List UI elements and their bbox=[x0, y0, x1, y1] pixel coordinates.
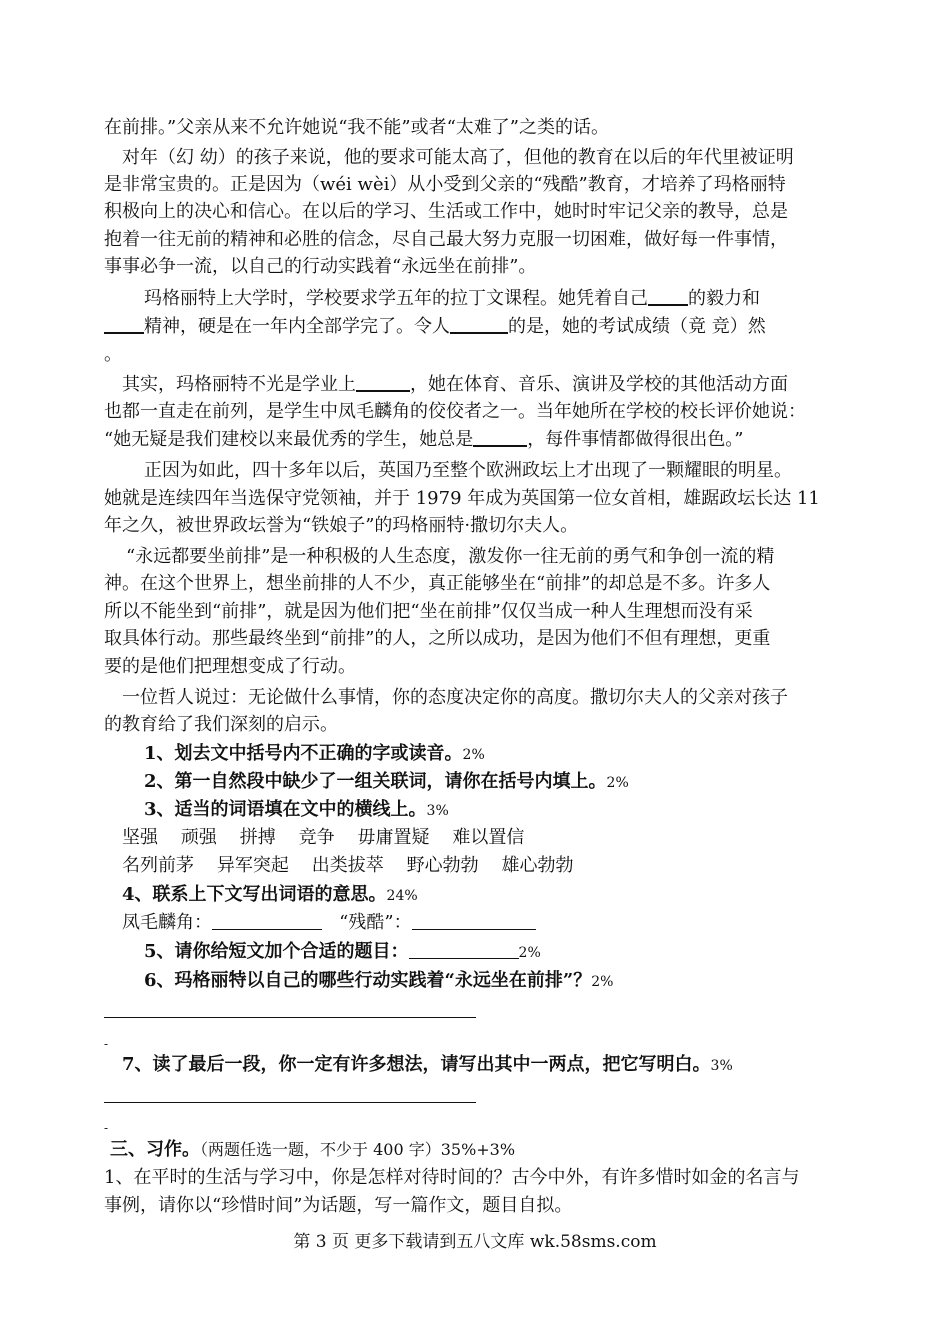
paragraph-6-line-5: 要的是他们把理想变成了行动。 bbox=[104, 656, 356, 677]
fill-blank-2[interactable] bbox=[104, 314, 144, 334]
question-1-text: 1、划去文中括号内不正确的字或读音。 bbox=[144, 743, 463, 764]
paragraph-4-line-3 bbox=[104, 427, 743, 453]
question-1 bbox=[144, 741, 485, 768]
question-7-text: 7、读了最后一段，你一定有许多想法，请写出其中一两点，把它写明白。 bbox=[122, 1054, 711, 1075]
section-3-item-1-line-2: 事例，请你以“珍惜时间”为话题，写一篇作文，题目自拟。 bbox=[104, 1195, 573, 1216]
fill-blank-3[interactable] bbox=[450, 314, 508, 334]
paragraph-3-line-1 bbox=[144, 286, 760, 312]
paragraph-2-line-2: 是非常宝贵的。正是因为（wéi wèi）从小受到父亲的“残酷”教育，才培养了玛格丽特 bbox=[104, 174, 786, 195]
paragraph-4-line-1-text-b: ，她在体育、音乐、演讲及学校的其他活动方面 bbox=[410, 374, 788, 395]
question-6-points: 2% bbox=[591, 974, 614, 990]
paragraph-3-line-1-text-a: 玛格丽特上大学时，学校要求学五年的拉丁文课程。她凭着自己 bbox=[144, 288, 648, 309]
question-2-text: 2、第一自然段中缺少了一组关联词，请你在括号内填上。 bbox=[144, 771, 607, 792]
paragraph-4-line-2: 也都一直走在前列，是学生中凤毛麟角的佼佼者之一。当年她所在学校的校长评价她说： bbox=[104, 401, 806, 422]
section-3-title: 三、习作。 bbox=[110, 1139, 200, 1160]
question-1-points: 2% bbox=[462, 747, 485, 763]
word-bank-row-1: 坚强 顽强 拼搏 竞争 毋庸置疑 难以置信 bbox=[122, 827, 525, 848]
paragraph-3-line-2-text-b: 的是，她的考试成绩（竟 竞）然 bbox=[508, 316, 766, 337]
paragraph-4-line-1 bbox=[122, 372, 788, 398]
question-2-points: 2% bbox=[606, 775, 629, 791]
section-3-item-1-line-1: 1、在平时的生活与学习中，你是怎样对待时间的？古今中外，有许多惜时如金的名言与 bbox=[104, 1167, 800, 1188]
answer-line-q7[interactable] bbox=[104, 1102, 476, 1103]
question-3-text: 3、适当的词语填在文中的横线上。 bbox=[144, 799, 427, 820]
question-4-points: 24% bbox=[386, 888, 418, 904]
answer-blank-term-1[interactable] bbox=[212, 915, 322, 930]
paragraph-5-line-2: 她就是连续四年当选保守党领袖，并于 1979 年成为英国第一位女首相，雄踞政坛长达 11 bbox=[104, 488, 820, 509]
question-4-term-1: 凤毛麟角： bbox=[122, 912, 212, 933]
question-5-points: 2% bbox=[518, 945, 541, 961]
paragraph-3-line-1-text-b: 的毅力和 bbox=[688, 288, 760, 309]
page-footer: 第 3 页 更多下载请到五八文库 wk.58sms.com bbox=[293, 1232, 657, 1252]
paragraph-5-line-1: 正因为如此，四十多年以后，英国乃至整个欧洲政坛上才出现了一颗耀眼的明星。 bbox=[144, 460, 792, 481]
paragraph-4-line-1-text-a: 其实，玛格丽特不光是学业上 bbox=[122, 374, 356, 395]
word-bank-row-2: 名列前茅 异军突起 出类拔萃 野心勃勃 雄心勃勃 bbox=[122, 855, 574, 876]
paragraph-2-line-5: 事事必争一流，以自己的行动实践着“永远坐在前排”。 bbox=[104, 256, 537, 277]
question-4 bbox=[122, 882, 418, 909]
question-5-text: 5、请你给短文加个合适的题目： bbox=[144, 941, 409, 962]
paragraph-2-line-4: 抱着一往无前的精神和必胜的信念，尽自己最大努力克服一切困难，做好每一件事情， bbox=[104, 229, 788, 250]
question-3-points: 3% bbox=[426, 803, 449, 819]
paragraph-3-line-2 bbox=[104, 314, 766, 340]
paragraph-7-line-2: 的教育给了我们深刻的启示。 bbox=[104, 714, 338, 735]
fill-blank-1[interactable] bbox=[648, 286, 688, 306]
answer-blank-title[interactable] bbox=[409, 944, 519, 959]
paragraph-4-line-3-text-a: “她无疑是我们建校以来最优秀的学生，她总是 bbox=[104, 429, 474, 450]
paragraph-7-line-1: 一位哲人说过：无论做什么事情，你的态度决定你的高度。撒切尔夫人的父亲对孩子 bbox=[122, 687, 788, 708]
paragraph-4-line-3-text-b: ，每件事情都做得很出色。” bbox=[527, 429, 744, 450]
paragraph-3-line-2-text-a: 精神，硬是在一年内全部学完了。令人 bbox=[144, 316, 450, 337]
question-4-term-2: “残酷”： bbox=[339, 912, 412, 933]
answer-blank-term-2[interactable] bbox=[412, 915, 536, 930]
paragraph-5-line-3: 年之久，被世界政坛誉为“铁娘子”的玛格丽特·撒切尔夫人。 bbox=[104, 515, 579, 536]
question-2 bbox=[144, 769, 629, 796]
paragraph-6-line-1: “永远都要坐前排”是一种积极的人生态度，激发你一往无前的勇气和争创一流的精 bbox=[126, 546, 775, 567]
paragraph-1-line-1: 在前排。”父亲从来不允许她说“我不能”或者“太难了”之类的话。 bbox=[104, 117, 610, 138]
question-6 bbox=[144, 968, 613, 995]
paragraph-2-line-1: 对年（幻 幼）的孩子来说，他的要求可能太高了，但他的教育在以后的年代里被证明 bbox=[122, 147, 794, 168]
fill-blank-4[interactable] bbox=[356, 372, 410, 392]
section-3-note: （两题任选一题，不少于 400 字）35%+3% bbox=[200, 1140, 516, 1159]
question-7-points: 3% bbox=[710, 1058, 733, 1074]
answer-line-q6[interactable] bbox=[104, 1017, 476, 1018]
paragraph-3-line-3: 。 bbox=[104, 344, 122, 365]
paragraph-6-line-3: 所以不能坐到“前排”，就是因为他们把“坐在前排”仅仅当成一种人生理想而没有采 bbox=[104, 601, 753, 622]
question-4-text: 4、联系上下文写出词语的意思。 bbox=[122, 884, 387, 905]
dash-mark-1: - bbox=[104, 1037, 109, 1051]
question-4-terms bbox=[122, 910, 536, 936]
dash-mark-2: - bbox=[104, 1121, 109, 1135]
paragraph-6-line-4: 取具体行动。那些最终坐到“前排”的人，之所以成功，是因为他们不但有理想，更重 bbox=[104, 628, 771, 649]
question-6-text: 6、玛格丽特以自己的哪些行动实践着“永远坐在前排”？ bbox=[144, 970, 592, 991]
question-7 bbox=[122, 1052, 733, 1079]
question-3 bbox=[144, 797, 449, 824]
paragraph-2-line-3: 积极向上的决心和信心。在以后的学习、生活或工作中，她时时牢记父亲的教导，总是 bbox=[104, 201, 788, 222]
section-3-heading bbox=[110, 1137, 515, 1163]
question-5 bbox=[144, 939, 541, 966]
paragraph-6-line-2: 神。在这个世界上，想坐前排的人不少，真正能够坐在“前排”的却总是不多。许多人 bbox=[104, 573, 771, 594]
fill-blank-5[interactable] bbox=[473, 427, 527, 447]
